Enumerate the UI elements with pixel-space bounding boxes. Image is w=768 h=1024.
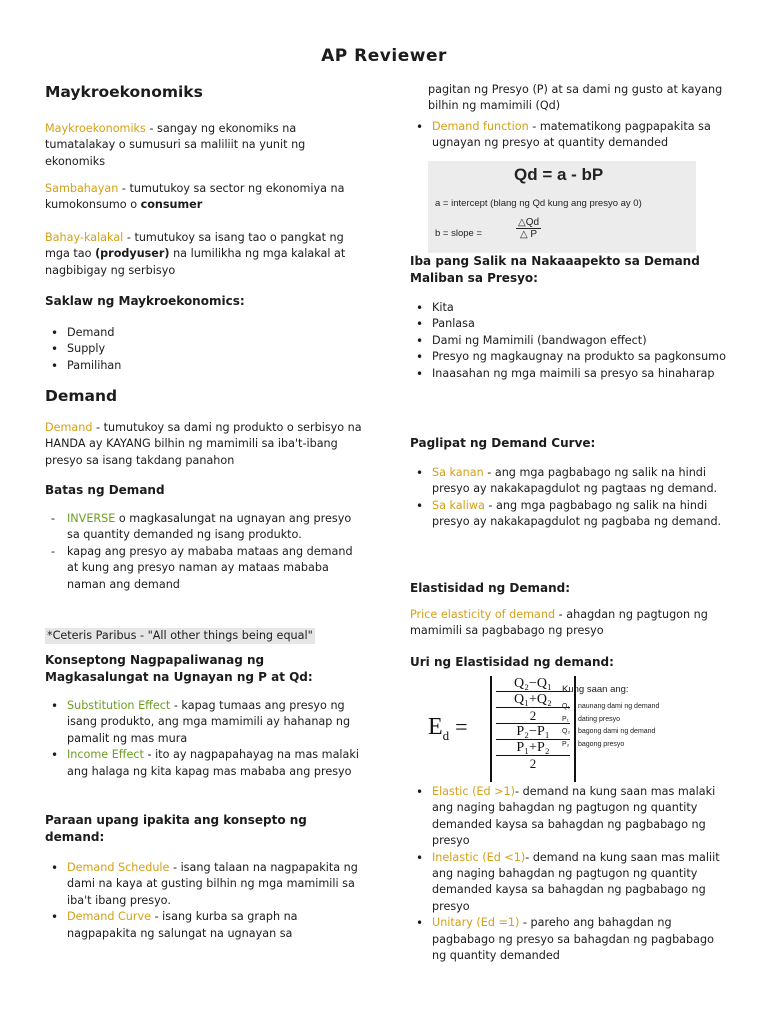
legend-symbol: P₁ <box>562 715 570 723</box>
legend-symbol: P₂ <box>562 740 570 748</box>
term-inelastic: Inelastic <box>432 850 479 864</box>
demand-function-formula-image <box>428 161 696 253</box>
definition-bahay-kalakal <box>45 230 365 279</box>
outer-fraction <box>496 676 570 771</box>
subheading-konsepto: Konseptong Nagpapaliwanag ng Magkasalungat na Ugnayan ng P at Qd: <box>45 653 313 684</box>
list-item <box>410 498 730 531</box>
formula-main: Qd = a - bP <box>514 165 604 184</box>
item-text: - isang talaan na nagpapakita ng dami na kaya at gusting bilhin ng mga mamimili sa iba't ibang presyo. <box>67 861 358 907</box>
ceteris-paribus-note <box>45 624 365 644</box>
page-title: AP Reviewer <box>321 46 447 66</box>
definition-sambahayan <box>45 181 365 214</box>
formula-line-a: a = intercept (blang ng Qd kung ang presyo ay 0) <box>435 198 642 209</box>
legend-symbol: Q₁ <box>562 703 570 710</box>
elasticity-legend <box>562 684 682 751</box>
subheading-uri-ng-elastisidad: Uri ng Elastisidad ng demand: <box>410 655 614 669</box>
list-item <box>45 860 365 909</box>
item-text: o magkasalungat na ugnayan ang presyo sa quantity demanded ng isang produkto. <box>67 512 352 542</box>
list-item <box>45 909 365 942</box>
legend-desc: naunang dami ng demand <box>578 703 660 710</box>
list-item: • Presyo ng magkaugnay na produkto sa pagkonsumo <box>410 349 730 365</box>
legend-row <box>562 726 682 739</box>
term-demand-function: Demand function <box>432 120 529 133</box>
ed-symbol <box>428 714 468 744</box>
list-item <box>45 747 365 780</box>
legend-row <box>562 739 682 752</box>
term-bahay-kalakal: Bahay-kalakal <box>45 231 124 244</box>
item-text: - ang mga pagbabago ng salik na hindi presyo ay nakakapagdulot ng pagtaas ng demand. <box>432 466 718 496</box>
elasticity-types-list <box>410 784 730 964</box>
legend-symbol: Q₂ <box>562 728 571 735</box>
bold-word: (prodyuser) <box>95 247 170 261</box>
slope-numerator: △Qd <box>518 217 540 228</box>
list-item <box>410 465 730 498</box>
formula-line-b: b = slope = <box>435 228 483 239</box>
definition-text: - tumutukoy sa dami ng produkto o serbisyo na HANDA ay KAYANG bilhin ng mamimili sa iba't-ibang presyo sa isang takdang panahon <box>45 421 362 467</box>
term-demand-schedule: Demand Schedule <box>67 861 170 874</box>
legend-desc: bagong dami ng demand <box>578 728 656 735</box>
two-bottom: 2 <box>496 755 570 771</box>
term-inverse: INVERSE <box>67 512 116 525</box>
item-text: - kapag tumaas ang presyo ng isang produkto, ang mga mamimili ay hahanap ng pamalit ng mas mura <box>67 699 351 745</box>
paraan-list <box>45 860 365 942</box>
list-item: • Inaasahan ng mga maimili sa presyo sa hinaharap <box>410 366 730 382</box>
two-top: 2 <box>496 707 570 723</box>
definition-text: - ahagdan ng pagtugon ng mamimili sa pagbabago ng presyo <box>410 608 708 638</box>
definition-text: - sangay ng ekonomiks na tumatalakay o sumusuri sa maliliit na yunit ng ekonomiks <box>45 122 306 168</box>
list-item: • Dami ng Mamimili (bandwagon effect) <box>410 333 730 349</box>
list-item <box>410 850 730 916</box>
list-item <box>45 698 365 747</box>
subheading-iba-pang-salik: Iba pang Salik na Nakaaapekto sa Demand Maliban sa Presyo: <box>410 254 700 285</box>
legend-desc: dating presyo <box>578 715 621 723</box>
konsepto-list <box>45 698 365 780</box>
subheading-elastisidad: Elastisidad ng Demand: <box>410 581 571 595</box>
term-elastic: Elastic <box>432 785 469 798</box>
elasticity-formula <box>428 676 578 786</box>
highlighted-note: *Ceteris Paribus - "All other things being equal" <box>47 629 313 642</box>
list-item <box>410 784 730 850</box>
definition-maykroekonomiks <box>45 121 365 170</box>
list-item: • Kita <box>410 300 730 316</box>
equals-sign: = <box>455 714 468 739</box>
item-text: - demand na kung saan mas malaki ang naging bahagdan ng pagtugon ng quantity demanded kaysa sa bahagdan ng pagbabago ng presyo <box>432 785 716 848</box>
list-item: - kapag ang presyo ay mababa mataas ang demand at kung ang presyo naman ay mataas mababa naman ang demand <box>45 544 365 593</box>
bold-word: consumer <box>140 198 203 212</box>
subheading-saklaw: Saklaw ng Maykroekonomics: <box>45 294 245 308</box>
saklaw-list <box>45 325 365 374</box>
legend-row <box>562 714 682 727</box>
iba-pang-salik-list <box>410 300 730 382</box>
ed-subscript: d <box>442 727 450 743</box>
condition-elastic: (Ed >1) <box>468 785 516 798</box>
list-item <box>410 119 730 152</box>
left-bar <box>490 676 492 782</box>
definition-text: na lumilikha ng mga kalakal at nagbibigay ng serbisyo <box>45 247 346 277</box>
subheading-batas: Batas ng Demand <box>45 483 165 497</box>
term-price-elasticity: Price elasticity of demand <box>410 608 556 621</box>
slope-denominator: △ P <box>519 229 538 240</box>
list-item <box>45 511 365 544</box>
definition-price-elasticity <box>410 607 730 640</box>
list-item <box>410 915 730 964</box>
subheading-paglipat: Paglipat ng Demand Curve: <box>410 436 596 450</box>
term-maykroekonomiks: Maykroekonomiks <box>45 122 146 135</box>
term-income-effect: Income Effect <box>67 748 144 762</box>
definition-text: - tumutukoy sa isang tao o pangkat ng mga tao <box>45 231 344 261</box>
legend-row <box>562 701 682 714</box>
batas-list <box>45 511 365 593</box>
item-text: - pareho ang bahagdan ng pagbabago ng presyo sa bahagdan ng pagbabago ng quantity demanded <box>432 916 714 963</box>
n-top: Q₂−Q₁ <box>514 676 552 691</box>
item-text: - ito ay nagpapahayag na mas malaki ang halaga ng kita kapag mas mababa ang presyo <box>67 748 359 778</box>
demand-function-list <box>410 119 730 152</box>
section-heading-maykroekonomiks: Maykroekonomiks <box>45 83 203 101</box>
term-sa-kanan: Sa kanan <box>432 466 484 479</box>
section-heading-demand: Demand <box>45 387 118 405</box>
slope-fraction <box>516 217 541 240</box>
legend-desc: bagong presyo <box>578 740 625 748</box>
subheading-paraan: Paraan upang ipakita ang konsepto ng demand: <box>45 813 307 844</box>
d-top: P₂−P₁ <box>496 723 570 739</box>
list-item: • Pamilihan <box>45 358 365 374</box>
condition-inelastic: (Ed <1) <box>478 850 526 864</box>
continued-text: pagitan ng Presyo (P) at sa dami ng gusto at kayang bilhin ng mamimili (Qd) <box>428 83 723 113</box>
definition-text: - tumutukoy sa sector ng ekonomiya na kumokonsumo o <box>45 182 345 212</box>
term-demand-curve: Demand Curve <box>67 910 152 924</box>
n-bot: Q₁+Q₂ <box>496 691 570 707</box>
d-bot: P₁+P₂ <box>496 739 570 755</box>
term-sa-kaliwa: Sa kaliwa <box>432 498 485 512</box>
legend-title: Kung saan ang: <box>562 684 629 695</box>
item-text: - isang kurba sa graph na nagpapakita ng salungat na ugnayan sa <box>67 910 298 940</box>
paglipat-list <box>410 465 730 531</box>
item-text: - ang mga pagbabago ng salik na hindi presyo ay nakakapagdulot ng pagbaba ng demand. <box>432 498 722 529</box>
term-substitution-effect: Substitution Effect <box>67 699 171 712</box>
condition-unitary: (Ed =1) <box>472 916 520 930</box>
definition-demand <box>45 420 365 469</box>
list-item: • Panlasa <box>410 316 730 332</box>
item-text: - demand na kung saan mas maliit ang naging bahagdan ng pagtugon ng quantity demanded kaysa sa bahagdan ng pagbabago ng presyo <box>432 850 720 913</box>
item-text: - matematikong pagpapakita sa ugnayan ng presyo at quantity demanded <box>432 120 711 150</box>
term-unitary: Unitary <box>432 916 473 930</box>
ed-letter: E <box>428 714 443 740</box>
term-demand: Demand <box>45 421 93 434</box>
term-sambahayan: Sambahayan <box>45 182 119 195</box>
list-item: • Demand <box>45 325 365 341</box>
list-item: • Supply <box>45 341 365 357</box>
